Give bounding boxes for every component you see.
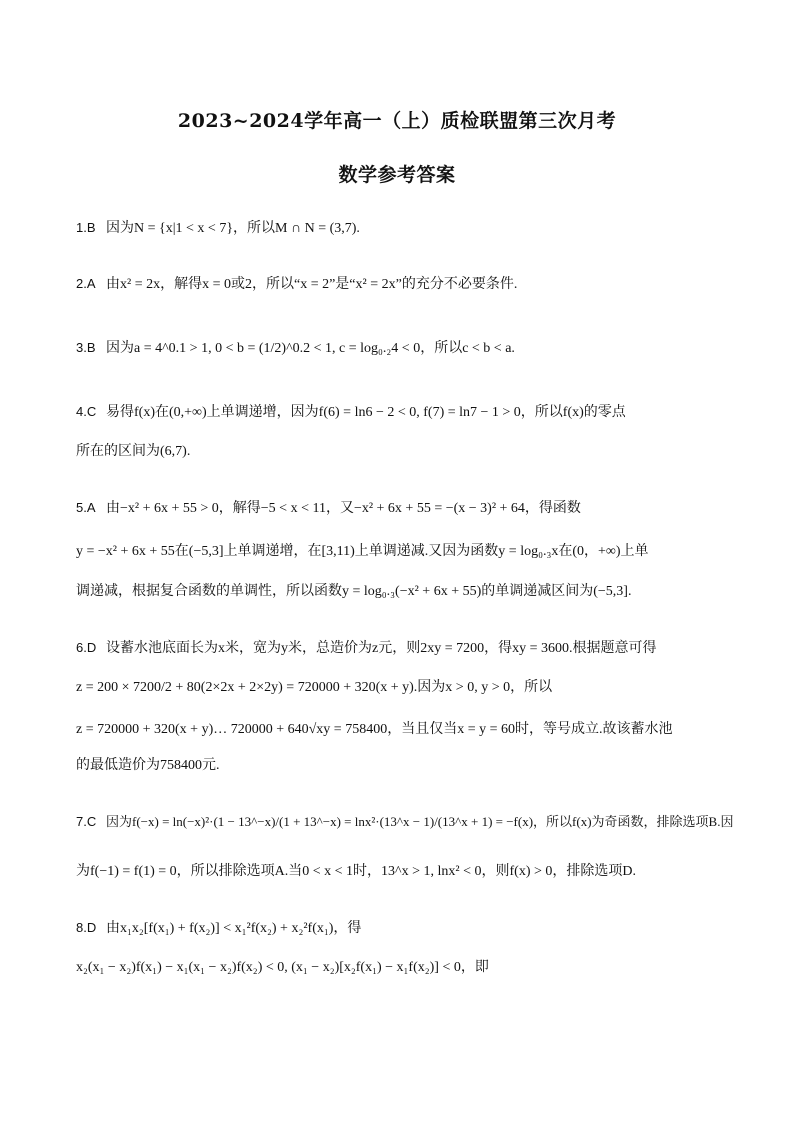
answer-6-cont <box>76 756 726 776</box>
answer-text: 调递减，根据复合函数的单调性，所以函数y = log₀.₃(−x² + 6x + 55)的单调递减区间为(−5,3]. <box>76 584 632 599</box>
answer-text: z = 720000 + 320(x + y)… 720000 + 640√xy = 758400，当且仅当x = y = 60时，等号成立.故该蓄水池 <box>76 722 673 737</box>
answer-6-cont <box>76 720 726 740</box>
answer-7 <box>76 812 734 832</box>
answer-text: 由x₁x₂[f(x₁) + f(x₂)] < x₁²f(x₂) + x₂²f(x₁)，得 <box>106 921 362 936</box>
answer-3 <box>76 338 726 359</box>
answer-text: 由x² = 2x，解得x = 0或2，所以“x = 2”是“x² = 2x”的充分不必要条件. <box>106 277 518 292</box>
answer-text: y = −x² + 6x + 55在(−5,3]上单调递增，在[3,11)上单调递减.又因为函数y = log₀.₃x在(0，+∞)上单 <box>76 544 649 559</box>
answer-text: 因为f(−x) = ln(−x)²·(1 − 13^−x)/(1 + 13^−x) = lnx²·(13^x − 1)/(13^x + 1) = −f(x)，所以f(x)为奇函数，排除选项B.因 <box>106 814 734 829</box>
answer-number: 1.B <box>76 220 96 235</box>
answer-text: 设蓄水池底面长为x米，宽为y米，总造价为z元，则2xy = 7200，得xy = 3600.根据题意可得 <box>106 641 657 656</box>
answer-number: 5.A <box>76 500 96 515</box>
answer-number: 8.D <box>76 920 97 935</box>
answer-text: 所在的区间为(6,7). <box>76 444 191 459</box>
answer-number: 7.C <box>76 814 97 829</box>
answer-text: x₂(x₁ − x₂)f(x₁) − x₁(x₁ − x₂)f(x₂) < 0, (x₁ − x₂)[x₂f(x₁) − x₁f(x₂)] < 0，即 <box>76 960 489 975</box>
answer-7-cont <box>76 862 726 882</box>
answer-8-cont <box>76 958 726 978</box>
answer-number: 4.C <box>76 404 97 419</box>
answer-number: 2.A <box>76 276 96 291</box>
answer-6-cont <box>76 678 726 698</box>
answer-5-cont <box>76 542 726 562</box>
answer-text: 易得f(x)在(0,+∞)上单调递增，因为f(6) = ln6 − 2 < 0, f(7) = ln7 − 1 > 0，所以f(x)的零点 <box>106 405 626 420</box>
document-subtitle: 数学参考答案 <box>338 164 456 186</box>
answer-5 <box>76 498 726 519</box>
answer-text: 因为a = 4^0.1 > 1, 0 < b = (1/2)^0.2 < 1, c = log₀.₂4 < 0，所以c < b < a. <box>106 341 515 356</box>
document-title: 2023~2024学年高一（上）质检联盟第三次月考 <box>177 110 617 132</box>
answer-number: 6.D <box>76 640 97 655</box>
answer-text: 由−x² + 6x + 55 > 0，解得−5 < x < 11，又−x² + 6x + 55 = −(x − 3)² + 64，得函数 <box>106 501 581 516</box>
answer-text: z = 200 × 7200/2 + 80(2×2x + 2×2y) = 720000 + 320(x + y).因为x > 0, y > 0，所以 <box>76 680 553 695</box>
answer-5-cont <box>76 582 726 602</box>
answer-2 <box>76 274 726 295</box>
answer-text: 为f(−1) = f(1) = 0，所以排除选项A.当0 < x < 1时，13^x > 1, lnx² < 0，则f(x) > 0，排除选项D. <box>76 864 636 879</box>
answer-6 <box>76 638 726 659</box>
answer-4-cont <box>76 442 726 462</box>
answer-number: 3.B <box>76 340 96 355</box>
answer-4 <box>76 402 726 423</box>
answer-1 <box>76 218 726 239</box>
answer-text: 的最低造价为758400元. <box>76 758 220 773</box>
answer-text: 因为N = {x|1 < x < 7}，所以M ∩ N = (3,7). <box>106 221 360 236</box>
answer-8 <box>76 918 726 939</box>
